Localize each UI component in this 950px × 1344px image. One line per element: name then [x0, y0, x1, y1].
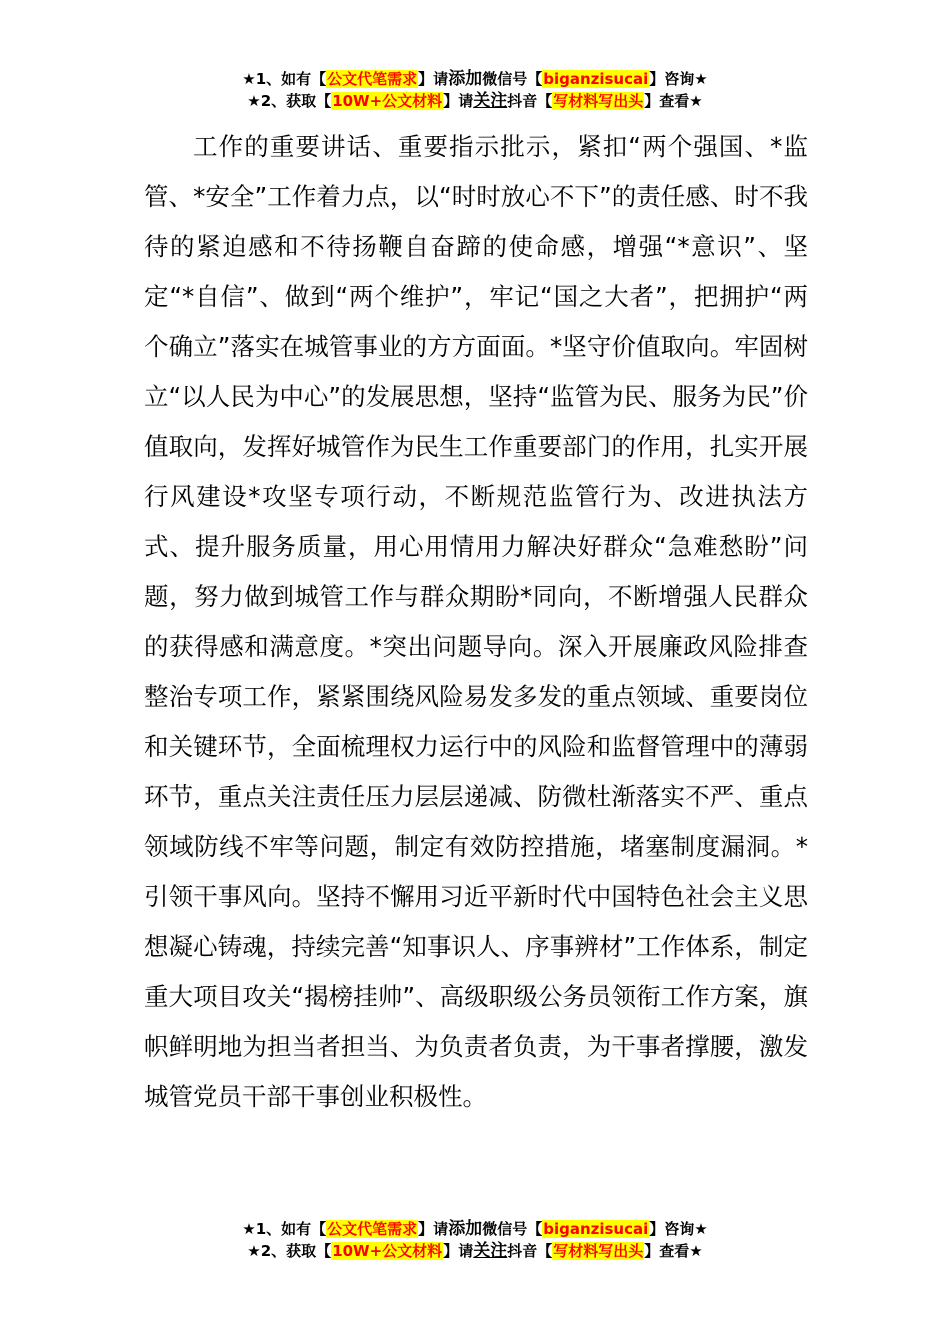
- banner-text: ★1、如有【: [242, 70, 327, 88]
- bottom-banner: [0, 1218, 950, 1262]
- banner-text: 关注: [473, 1241, 508, 1261]
- banner-text: 】请: [443, 92, 474, 110]
- banner-line-2: [0, 1240, 950, 1262]
- banner-text: 微信号【: [482, 70, 543, 88]
- banner-line-2: [0, 90, 950, 112]
- banner-text: 】请: [418, 1220, 449, 1238]
- banner-text: ★2、获取【: [247, 1242, 332, 1260]
- banner-text: 】请: [418, 70, 449, 88]
- highlight-materials: 10W+公文材料: [332, 92, 443, 110]
- banner-text: 】查看★: [644, 92, 703, 110]
- banner-text: 】咨询★: [649, 1220, 708, 1238]
- highlight-service: 公文代笔需求: [327, 1220, 418, 1238]
- highlight-service: 公文代笔需求: [327, 70, 418, 88]
- highlight-materials: 10W+公文材料: [332, 1242, 443, 1260]
- banner-text: 】咨询★: [649, 70, 708, 88]
- banner-line-1: [0, 68, 950, 90]
- highlight-douyin: 写材料写出头: [553, 1242, 644, 1260]
- banner-text: 微信号【: [482, 1220, 543, 1238]
- banner-text: ★2、获取【: [247, 92, 332, 110]
- body-paragraph: 工作的重要讲话、重要指示批示，紧扣“两个强国、*监管、*安全”工作着力点，以“时时放心不下”的责任感、时不我待的紧迫感和不待扬鞭自奋蹄的使命感，增强“*意识”、坚定“*自信”、做到“两个维护”，牢记“国之大者”，把拥护“两个确立”落实在城管事业的方方面面。*坚守价值取向。牢固树立“以人民为中心”的发展思想，坚持“监管为民、服务为民”价值取向，发挥好城管作为民生工作重要部门的作用，扎实开展行风建设*攻坚专项行动，不断规范监管行为、改进执法方式、提升服务质量，用心用情用力解决好群众“急难愁盼”问题，努力做到城管工作与群众期盼*同向，不断增强人民群众的获得感和满意度。*突出问题导向。深入开展廉政风险排查整治专项工作，紧紧围绕风险易发多发的重点领域、重要岗位和关键环节，全面梳理权力运行中的风险和监督管理中的薄弱环节，重点关注责任压力层层递减、防微杜渐落实不严、重点领域防线不牢等问题，制定有效防控措施，堵塞制度漏洞。*引领干事风向。坚持不懈用习近平新时代中国特色社会主义思想凝心铸魂，持续完善“知事识人、序事辨材”工作体系，制定重大项目攻关“揭榜挂帅”、高级职级公务员领衔工作方案，旗帜鲜明地为担当者担当、为负责者负责，为干事者撑腰，激发城管党员干部干事创业积极性。: [144, 132, 808, 1111]
- banner-text: 抖音【: [507, 1242, 553, 1260]
- highlight-wechat-id: biganzisucai: [543, 1220, 649, 1238]
- banner-text: 】查看★: [644, 1242, 703, 1260]
- document-body: [144, 122, 808, 1122]
- banner-text: 抖音【: [507, 92, 553, 110]
- banner-line-1: [0, 1218, 950, 1240]
- highlight-douyin: 写材料写出头: [553, 92, 644, 110]
- banner-text: 添加: [448, 1219, 483, 1239]
- top-banner: [0, 68, 950, 112]
- banner-text: 关注: [473, 91, 508, 111]
- banner-text: 】请: [443, 1242, 474, 1260]
- highlight-wechat-id: biganzisucai: [543, 70, 649, 88]
- banner-text: 添加: [448, 69, 483, 89]
- banner-text: ★1、如有【: [242, 1220, 327, 1238]
